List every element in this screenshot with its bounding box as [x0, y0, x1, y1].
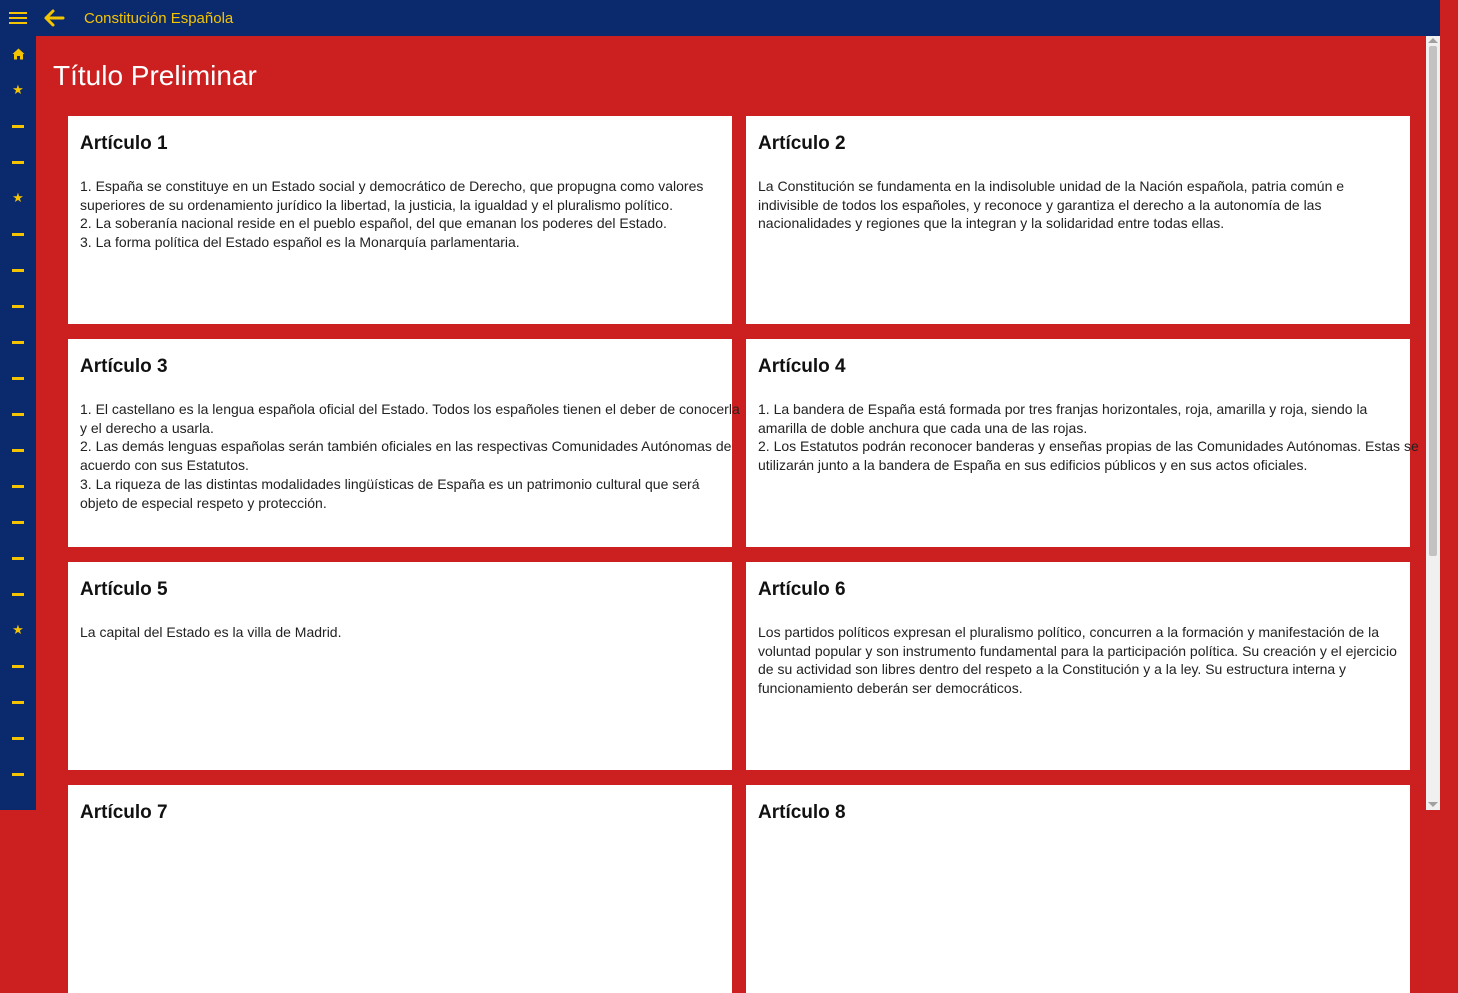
rail-item[interactable]	[0, 108, 36, 144]
article-text-line: 2. La soberanía nacional reside en el pueblo español, del que emanan los poderes del Estado.	[80, 215, 667, 232]
rail-item[interactable]	[0, 288, 36, 324]
page-title: Título Preliminar	[53, 60, 257, 91]
rail-item[interactable]	[0, 216, 36, 252]
scroll-down-arrow-icon[interactable]	[1428, 802, 1438, 807]
article-text	[80, 400, 780, 512]
rail-item[interactable]	[0, 432, 36, 468]
article-card[interactable]	[746, 785, 1410, 993]
dash-icon	[12, 305, 24, 308]
article-card[interactable]	[746, 339, 1419, 547]
dash-icon	[12, 125, 24, 128]
title-bar	[0, 0, 1440, 36]
article-text-line: utilizarán junto a la bandera de España en sus edificios públicos y en sus actos oficiales.	[758, 457, 1308, 474]
rail-item[interactable]	[0, 612, 36, 648]
hamburger-icon[interactable]	[9, 12, 27, 26]
article-text-line: 3. La riqueza de las distintas modalidades lingüísticas de España es un patrimonio cultural que será	[80, 475, 700, 492]
scroll-thumb[interactable]	[1429, 46, 1437, 556]
article-text-line: 1. España se constituye en un Estado social y democrático de Derecho, que propugna como valores	[80, 178, 704, 194]
rail-item[interactable]	[0, 252, 36, 288]
article-text-line: 1. El castellano es la lengua española oficial del Estado. Todos los españoles tienen el deber de conocerla	[80, 401, 740, 417]
article-title: Artículo 6	[758, 579, 846, 600]
article-title: Artículo 4	[758, 356, 846, 377]
rail-item[interactable]	[0, 72, 36, 108]
scroll-up-arrow-icon[interactable]	[1428, 38, 1438, 43]
navigation-rail	[0, 36, 36, 810]
dash-icon	[12, 413, 24, 416]
article-text-line: y el derecho a usarla.	[80, 419, 214, 436]
dash-icon	[12, 485, 24, 488]
rail-item[interactable]	[0, 540, 36, 576]
article-text-line: de su actividad son libres dentro del respeto a la Constitución y a la ley. Su estructura interna y	[758, 661, 1347, 678]
article-text-line: amarilla de doble anchura que cada una de las rojas.	[758, 419, 1088, 436]
dash-icon	[12, 521, 24, 524]
back-arrow-icon[interactable]	[43, 8, 65, 28]
article-card[interactable]	[68, 785, 732, 993]
article-text-line: superiores de su ordenamiento jurídico la libertad, la justicia, la igualdad y el pluralismo político.	[80, 196, 673, 213]
article-text-line: 2. Las demás lenguas españolas serán también oficiales en las respectivas Comunidades Autónomas de	[80, 438, 732, 455]
article-text-line: objeto de especial respeto y protección.	[80, 494, 327, 511]
dash-icon	[12, 269, 24, 272]
rail-item[interactable]	[0, 648, 36, 684]
dash-icon	[12, 701, 24, 704]
article-text	[758, 623, 1458, 698]
article-text-line: La capital del Estado es la villa de Madrid.	[80, 624, 342, 640]
dash-icon	[12, 161, 24, 164]
star-icon: ★	[12, 190, 24, 206]
rail-item[interactable]	[0, 144, 36, 180]
article-title: Artículo 3	[80, 356, 168, 377]
dash-icon	[12, 557, 24, 560]
rail-item[interactable]	[0, 360, 36, 396]
home-icon	[12, 45, 25, 64]
article-text-line: 2. Los Estatutos podrán reconocer banderas y enseñas propias de las Comunidades Autónomas. Estas se	[758, 438, 1419, 455]
star-icon: ★	[12, 82, 24, 98]
star-icon: ★	[12, 622, 24, 638]
article-card[interactable]	[68, 339, 740, 547]
article-text-line: voluntad popular y son instrumento fundamental para la participación política. Su creación y el ejercicio	[758, 642, 1397, 659]
article-card[interactable]	[746, 562, 1410, 770]
article-text-line: 1. La bandera de España está formada por tres franjas horizontales, roja, amarilla y roja, siendo la	[758, 401, 1368, 417]
rail-item[interactable]	[0, 36, 36, 72]
article-text-line: indivisible de todos los españoles, y reconoce y garantiza el derecho a la autonomía de las	[758, 196, 1322, 213]
vertical-scrollbar[interactable]	[1426, 36, 1440, 810]
rail-item[interactable]	[0, 180, 36, 216]
rail-item[interactable]	[0, 468, 36, 504]
dash-icon	[12, 449, 24, 452]
article-text	[80, 623, 780, 642]
dash-icon	[12, 773, 24, 776]
article-card[interactable]	[746, 116, 1410, 324]
dash-icon	[12, 377, 24, 380]
dash-icon	[12, 737, 24, 740]
article-text	[758, 177, 1458, 233]
article-text-line: funcionamiento deberán ser democráticos.	[758, 680, 1023, 697]
article-text-line: La Constitución se fundamenta en la indisoluble unidad de la Nación española, patria común e	[758, 178, 1345, 194]
dash-icon	[12, 341, 24, 344]
article-title: Artículo 8	[758, 802, 846, 823]
article-title: Artículo 7	[80, 802, 168, 823]
article-text-line: nacionalidades y regiones que la integran y la solidaridad entre todas ellas.	[758, 215, 1225, 232]
article-text	[758, 400, 1458, 475]
article-title: Artículo 1	[80, 133, 168, 154]
article-text-line: Los partidos políticos expresan el pluralismo político, concurren a la formación y manifestación de la	[758, 624, 1379, 640]
dash-icon	[12, 593, 24, 596]
dash-icon	[12, 665, 24, 668]
article-card[interactable]	[68, 562, 732, 770]
article-text-line: acuerdo con sus Estatutos.	[80, 457, 249, 474]
rail-item[interactable]	[0, 324, 36, 360]
article-text-line: 3. La forma política del Estado español es la Monarquía parlamentaria.	[80, 234, 520, 251]
article-text	[80, 177, 780, 252]
rail-item[interactable]	[0, 396, 36, 432]
rail-item[interactable]	[0, 720, 36, 756]
dash-icon	[12, 233, 24, 236]
rail-item[interactable]	[0, 504, 36, 540]
article-title: Artículo 2	[758, 133, 846, 154]
rail-item[interactable]	[0, 756, 36, 792]
article-card[interactable]	[68, 116, 732, 324]
app-title: Constitución Española	[84, 10, 234, 27]
rail-item[interactable]	[0, 576, 36, 612]
rail-item[interactable]	[0, 684, 36, 720]
article-title: Artículo 5	[80, 579, 168, 600]
